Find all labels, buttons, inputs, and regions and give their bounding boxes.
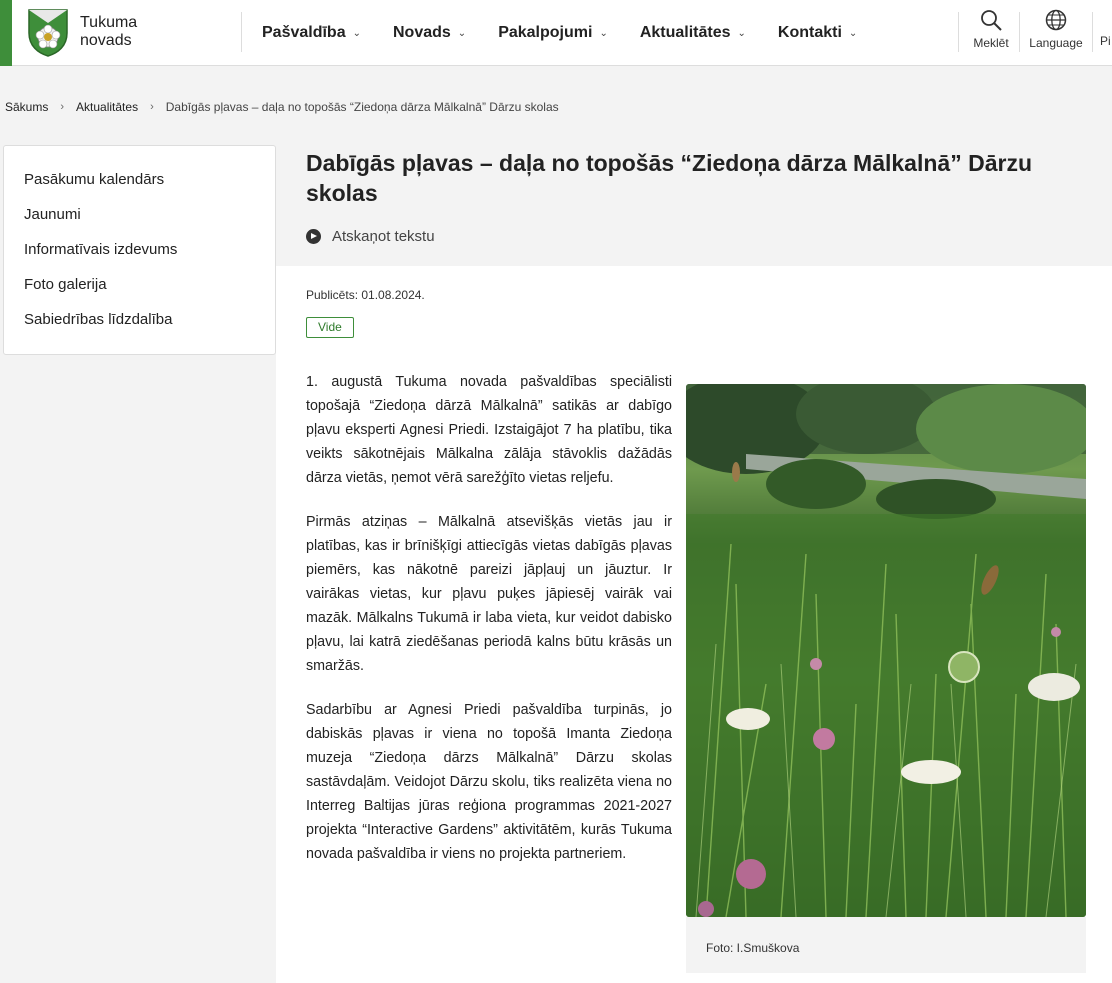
published-date: Publicēts: 01.08.2024.	[306, 288, 425, 302]
sidebar-item-photo-gallery[interactable]: Foto galerija	[24, 276, 107, 293]
sidebar-item-events-calendar[interactable]: Pasākumu kalendārs	[24, 171, 165, 188]
breadcrumb-current: Dabīgās pļavas – daļa no topošās “Ziedoņa dārza Mālkalnā” Dārzu skolas	[165, 100, 559, 114]
chevron-right-icon: ›	[150, 101, 154, 113]
nav-pakalpojumi[interactable]	[498, 24, 608, 42]
listen-label: Atskaņot tekstu	[332, 228, 435, 245]
extra-header-button[interactable]	[1100, 34, 1112, 48]
search-icon	[979, 8, 1003, 32]
article-body	[306, 370, 672, 886]
header-divider	[958, 12, 959, 52]
chevron-right-icon: ›	[60, 101, 65, 113]
sidebar-item-news[interactable]: Jaunumi	[24, 206, 81, 223]
breadcrumb-home[interactable]: Sākums	[5, 100, 49, 114]
photo-caption: Foto: I.Smuškova	[706, 941, 800, 955]
header-divider	[1019, 12, 1020, 52]
article-paragraph: Sadarbību ar Agnesi Priedi pašvaldība turpinās, jo dabiskās pļavas ir viena no topošā Imanta Ziedoņa muzeja “Ziedoņa dārzs Mālkalnā” Dārzu skolas sastāvdaļām. Veidojot Dārzu skolu, tiks realizēta viena no Interreg Baltijas jūras reģiona programmas 2021-2027 projekta “Interactive Gardens” aktivitātēm, kurās Tukuma novada pašvaldība ir viens no projekta partneriem.	[306, 702, 672, 862]
header-divider	[1092, 12, 1093, 52]
brand-line-1: Tukuma	[80, 14, 138, 31]
header-divider	[241, 12, 242, 52]
chevron-down-icon: ⌄	[848, 27, 858, 39]
chevron-down-icon: ⌄	[352, 27, 361, 39]
nav-label: Pakalpojumi	[498, 24, 593, 41]
header-accent-bar	[0, 0, 12, 66]
breadcrumb-section[interactable]: Aktualitātes	[76, 100, 139, 114]
brand-line-2: novads	[80, 32, 132, 49]
play-icon	[306, 229, 321, 244]
language-button[interactable]	[1026, 8, 1086, 50]
meadow-photo[interactable]	[686, 384, 1086, 917]
sidebar-item-public-participation[interactable]: Sabiedrības līdzdalība	[24, 311, 173, 328]
breadcrumb	[5, 100, 559, 114]
nav-kontakti[interactable]	[778, 24, 857, 42]
globe-icon	[1044, 8, 1068, 32]
search-button[interactable]	[968, 8, 1014, 50]
site-header	[0, 0, 1112, 66]
photo-caption-box	[686, 917, 1086, 973]
language-label: Language	[1029, 36, 1083, 50]
nav-label: Novads	[393, 24, 451, 41]
listen-button[interactable]	[306, 228, 435, 245]
article-paragraph: 1. augustā Tukuma novada pašvaldības speciālisti topošajā “Ziedoņa dārzā Mālkalnā” satikās ar dabīgo pļavu eksperti Agnesi Priedi. Izstaigājot 7 ha platību, tika veikts sākotnējais Mālkalna zālāja stāvoklis dažādās dārza vietās, ņemot vērā sarežģīto vietas reljefu.	[306, 374, 672, 486]
sidebar-item-newsletter[interactable]: Informatīvais izdevums	[24, 241, 178, 258]
page-title: Dabīgās pļavas – daļa no topošās “Ziedoņa dārza Mālkalnā” Dārzu skolas	[306, 150, 1032, 206]
nav-aktualitates[interactable]	[640, 24, 746, 42]
nav-label: Kontakti	[777, 24, 842, 41]
main-nav	[262, 0, 889, 66]
sidebar-menu	[3, 145, 276, 355]
article-paragraph: Pirmās atziņas – Mālkalnā atsevišķās vietās jau ir platības, kas ir brīnišķīgi attiecīgās vietas dabīgās pļavas piemērs, kas nākotnē pareizi jāpļauj un jāuztur. Ir vairākas vietas, kur pļavu puķes jāpiesēj vairāk vai mazāk. Mālkalns Tukumā ir laba vieta, kur veidot dabisko pļavu, lai katrā ziedēšanas periodā kalns būtu krāsās un smaržās.	[306, 514, 672, 674]
category-tag[interactable]: Vide	[306, 317, 354, 338]
search-label: Meklēt	[973, 36, 1009, 50]
coat-of-arms-logo[interactable]	[26, 7, 70, 57]
nav-pasvaldiba[interactable]	[262, 24, 361, 42]
chevron-down-icon: ⌄	[737, 27, 746, 39]
extra-label: Pi	[1100, 34, 1111, 48]
brand-name[interactable]	[80, 14, 137, 50]
nav-novads[interactable]	[393, 24, 466, 42]
nav-label: Aktualitātes	[639, 24, 731, 41]
nav-label: Pašvaldība	[262, 24, 346, 41]
chevron-down-icon: ⌄	[599, 27, 608, 39]
chevron-down-icon: ⌄	[457, 27, 467, 39]
